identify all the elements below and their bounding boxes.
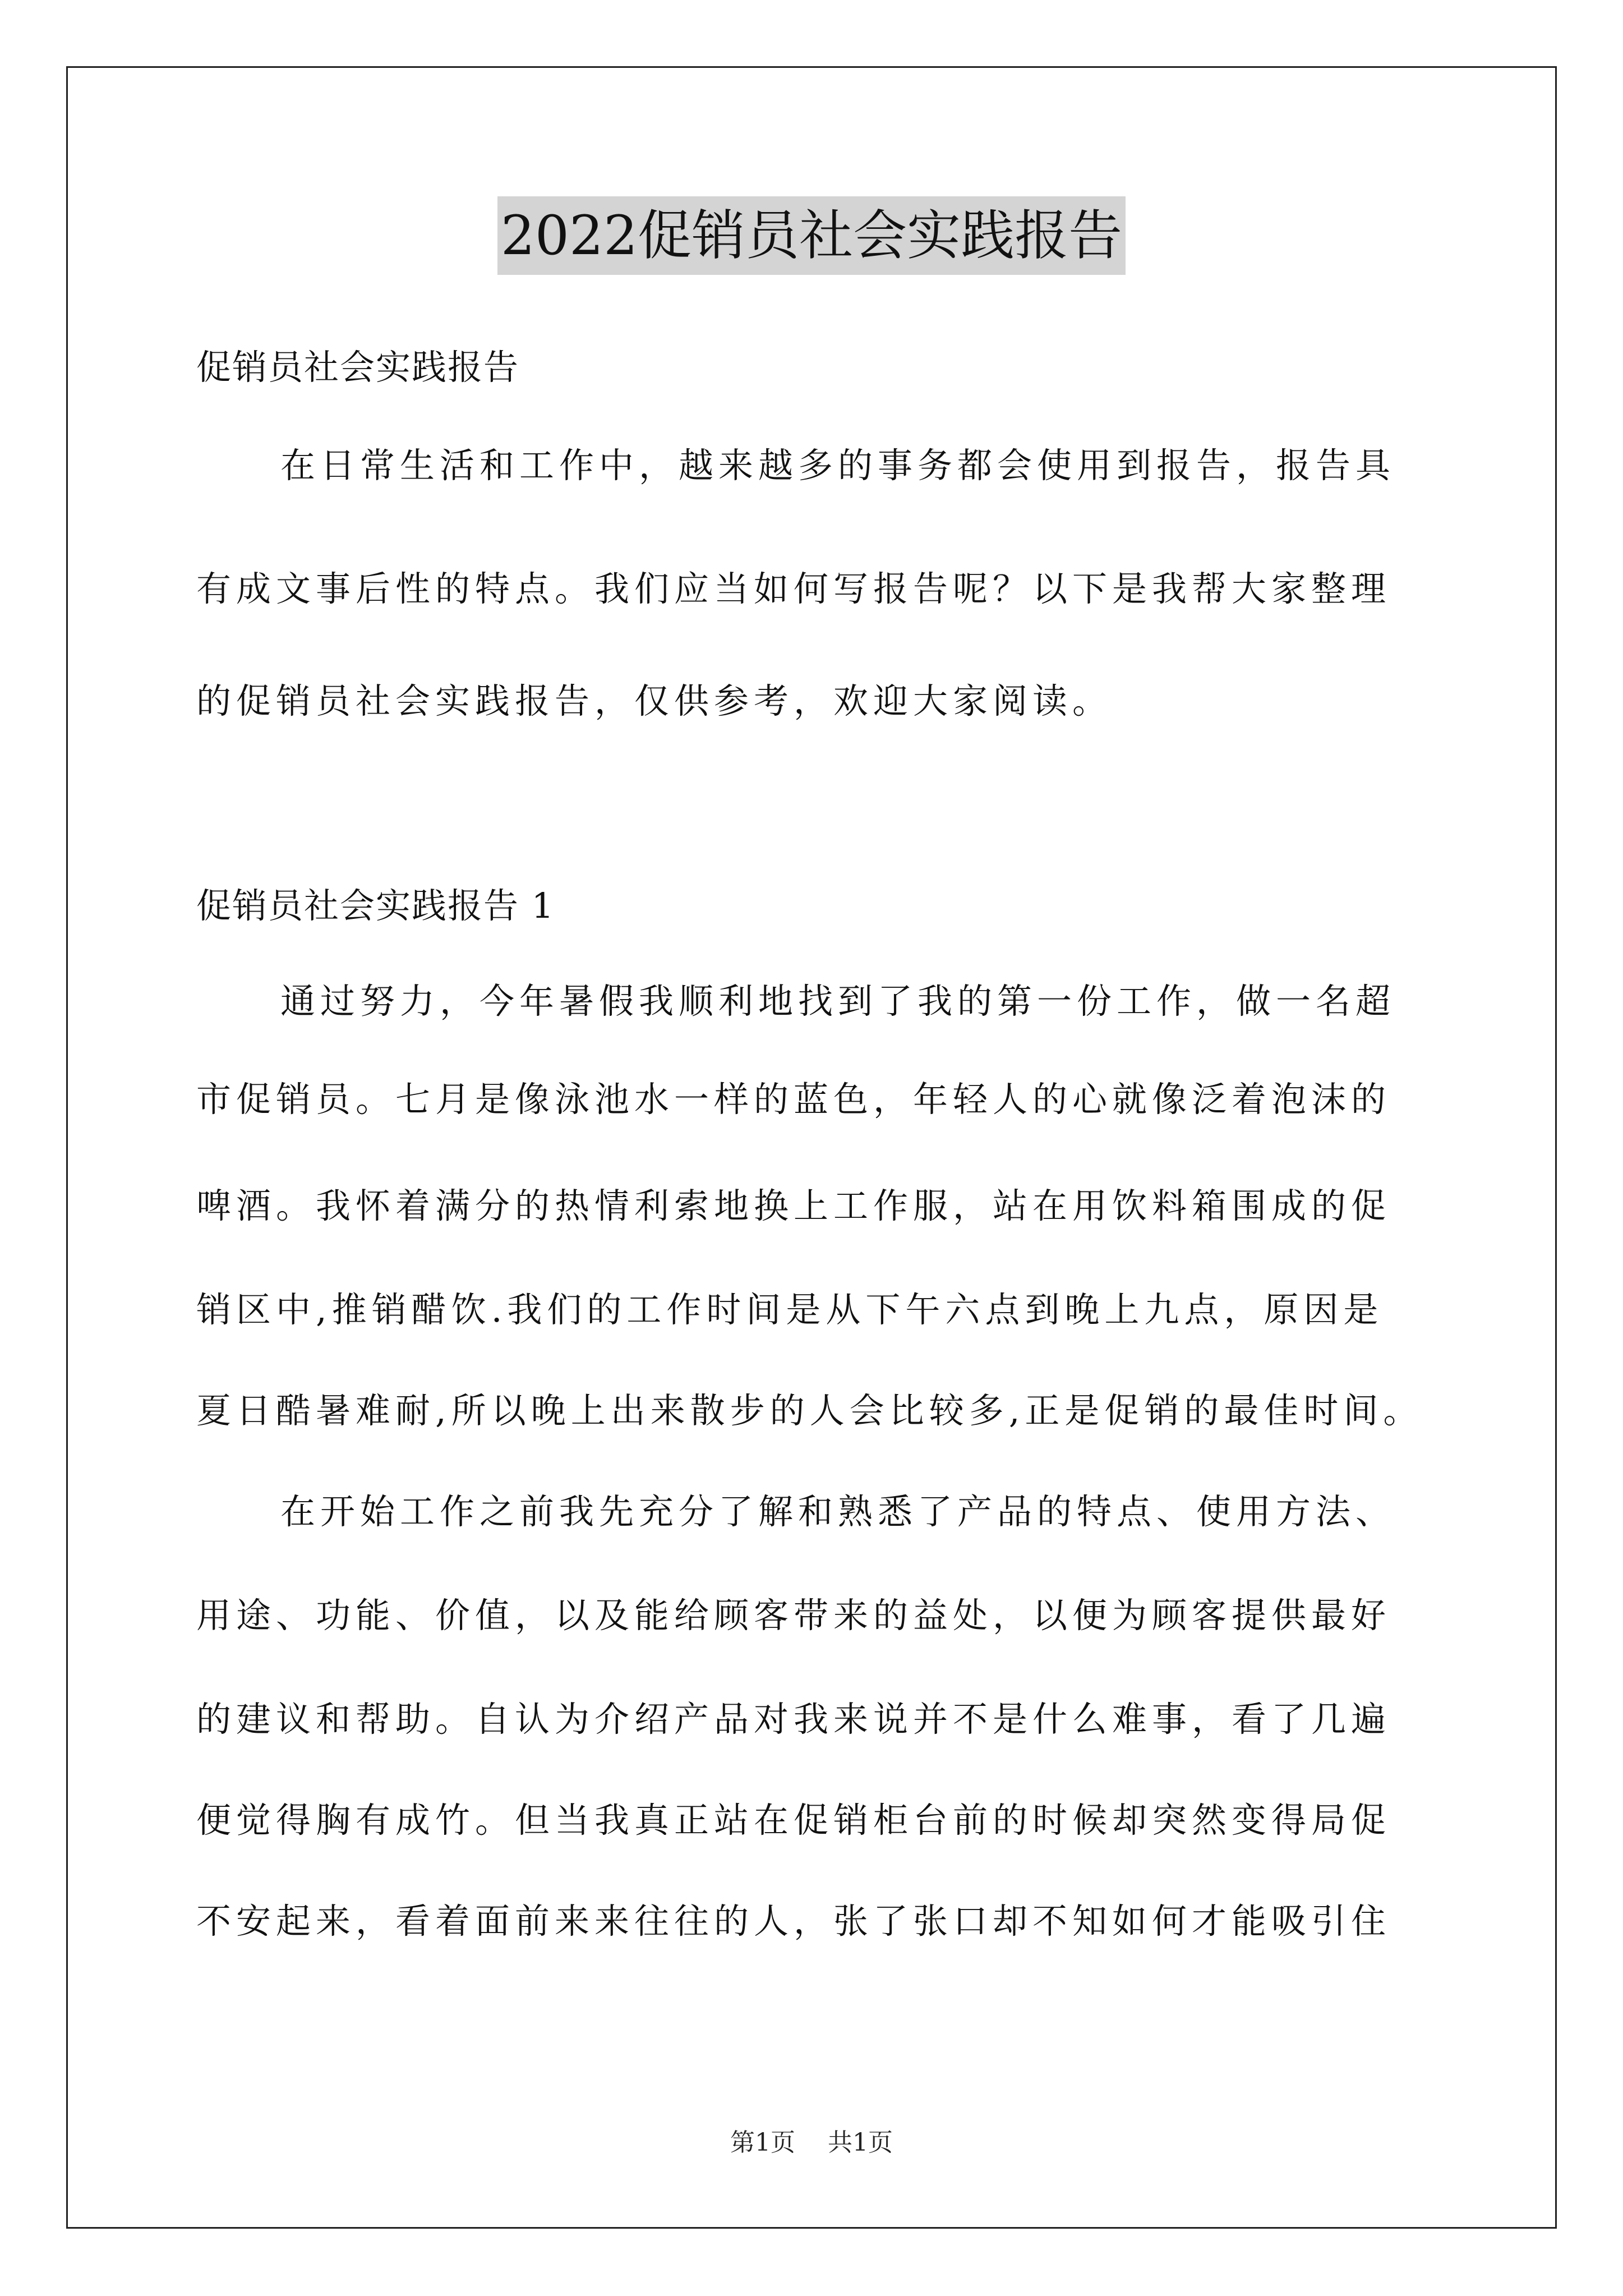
paragraph1-line-1: 通过努力，今年暑假我顺利地找到了我的第一份工作，做一名超 bbox=[280, 981, 1396, 1022]
intro-line-2: 有成文事后性的特点。我们应当如何写报告呢？以下是我帮大家整理 bbox=[196, 568, 1391, 609]
intro-line-3: 的促销员社会实践报告，仅供参考，欢迎大家阅读。 bbox=[196, 680, 1113, 721]
paragraph1-line-4: 销区中,推销醋饮.我们的工作时间是从下午六点到晚上九点，原因是 bbox=[196, 1289, 1384, 1330]
paragraph1-line-2: 市促销员。七月是像泳池水一样的蓝色，年轻人的心就像泛着泡沫的 bbox=[196, 1079, 1391, 1120]
page-total: 共1页 bbox=[828, 2128, 893, 2157]
page-footer bbox=[0, 2126, 1623, 2160]
intro-line-1: 在日常生活和工作中，越来越多的事务都会使用到报告，报告具 bbox=[280, 445, 1396, 486]
paragraph2-line-5: 不安起来，看着面前来来往往的人，张了张口却不知如何才能吸引住 bbox=[196, 1901, 1391, 1941]
paragraph2-line-4: 便觉得胸有成竹。但当我真正站在促销柜台前的时候却突然变得局促 bbox=[196, 1800, 1391, 1841]
document-subtitle: 促销员社会实践报告 bbox=[196, 347, 520, 388]
paragraph2-line-2: 用途、功能、价值，以及能给顾客带来的益处，以便为顾客提供最好 bbox=[196, 1595, 1391, 1636]
title-area bbox=[0, 196, 1623, 275]
paragraph1-line-5: 夏日酷暑难耐,所以晚上出来散步的人会比较多,正是促销的最佳时间。 bbox=[196, 1390, 1423, 1431]
paragraph2-line-1: 在开始工作之前我先充分了解和熟悉了产品的特点、使用方法、 bbox=[280, 1491, 1396, 1532]
paragraph1-line-3: 啤酒。我怀着满分的热情利索地换上工作服，站在用饮料箱围成的促 bbox=[196, 1185, 1391, 1226]
section-heading: 促销员社会实践报告 1 bbox=[196, 885, 555, 926]
page-number: 第1页 bbox=[730, 2128, 795, 2157]
paragraph2-line-3: 的建议和帮助。自认为介绍产品对我来说并不是什么难事，看了几遍 bbox=[196, 1699, 1391, 1740]
document-title: 2022促销员社会实践报告 bbox=[497, 196, 1126, 275]
